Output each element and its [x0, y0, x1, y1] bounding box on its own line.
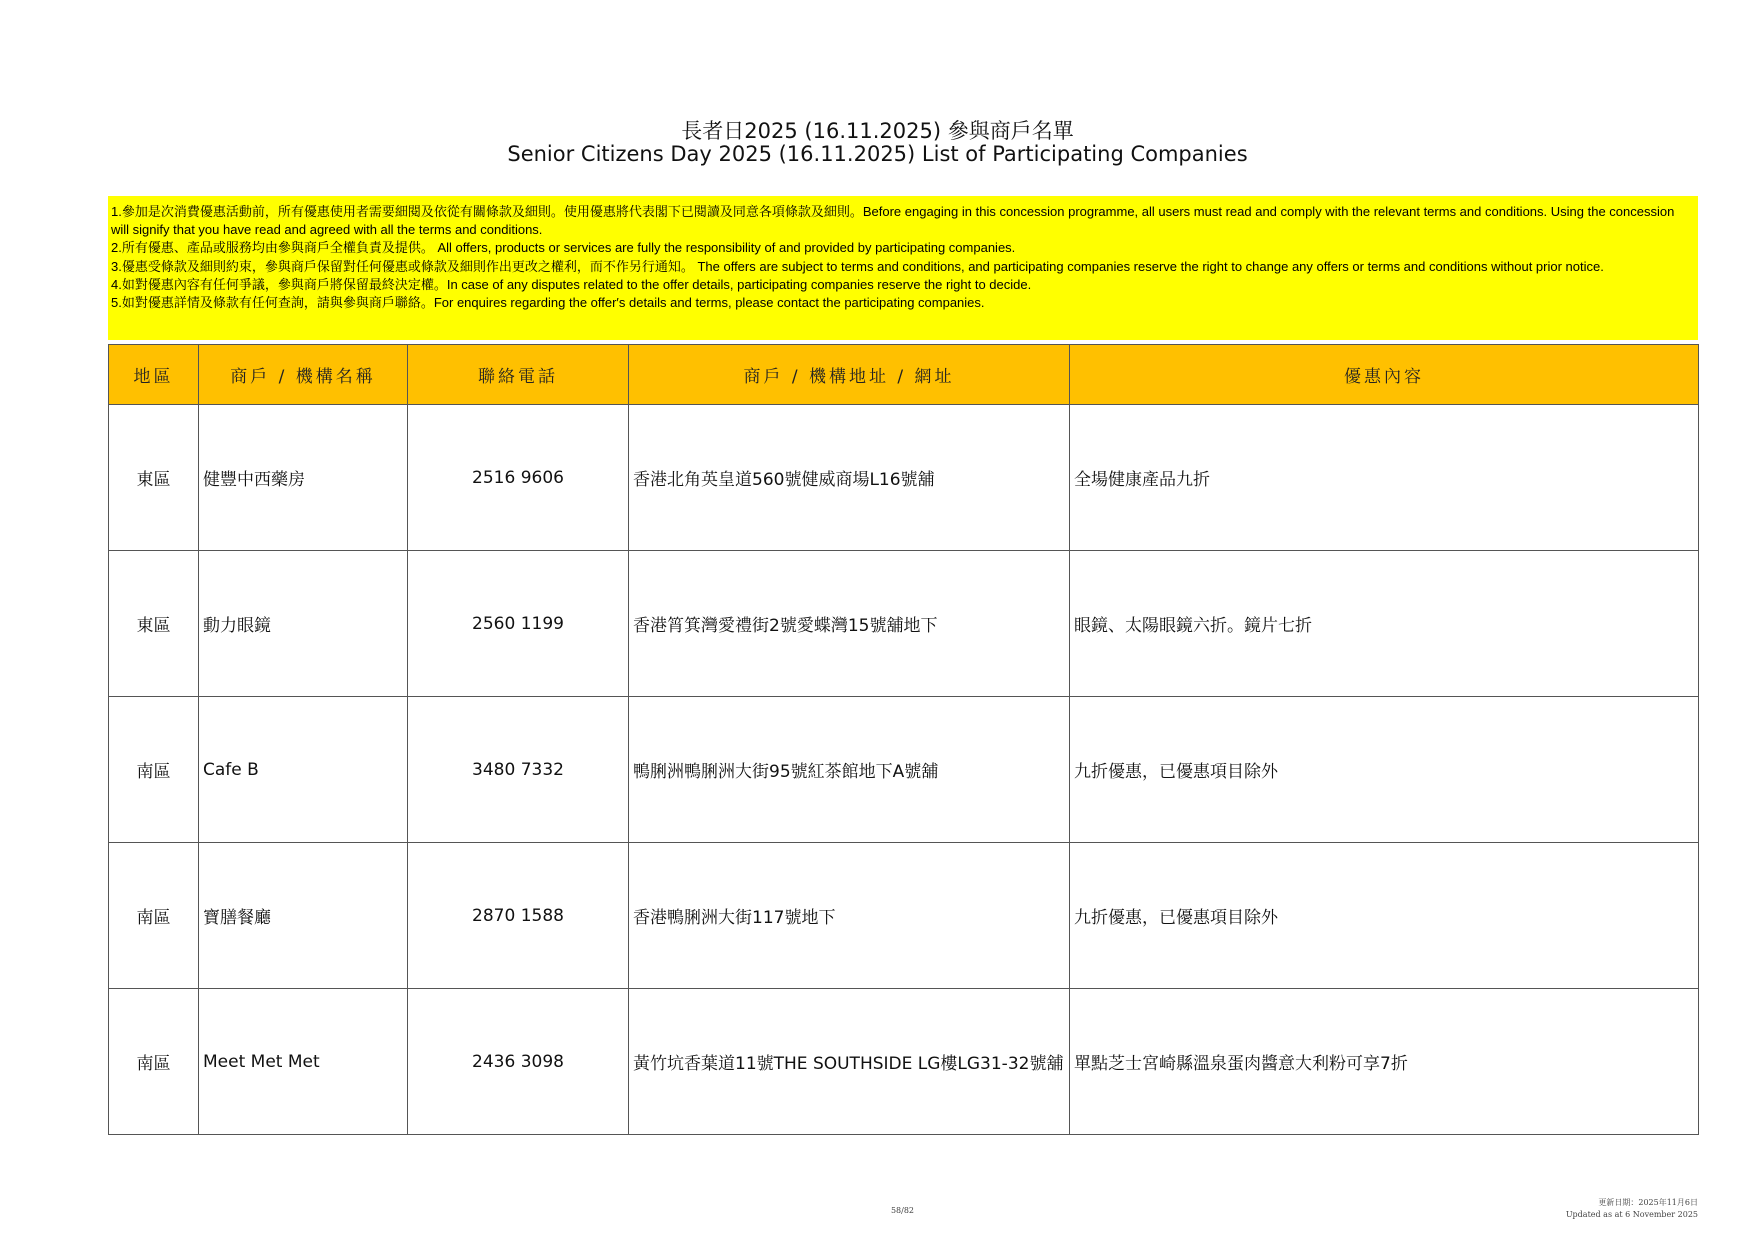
cell-district: 東區: [109, 405, 199, 551]
cell-district: 南區: [109, 697, 199, 843]
terms-notice: [108, 196, 1698, 340]
cell-address: 香港筲箕灣愛禮街2號愛蝶灣15號舖地下: [629, 551, 1070, 697]
cell-company: 動力眼鏡: [199, 551, 408, 697]
table-row: [109, 551, 1699, 697]
table-row: [109, 843, 1699, 989]
terms-note-5: 5.如對優惠詳情及條款有任何查詢，請與參與商戶聯絡。For enquires regarding the offer′s details and terms, please contact the participating companies.: [111, 295, 985, 311]
terms-note-3: 3.優惠受條款及細則約束，參與商戶保留對任何優惠或條款及細則作出更改之權利，而不作另行通知。 The offers are subject to terms and conditions, and participating companies reserve the right to change any offers or terms and conditions without prior notice.: [111, 258, 1604, 274]
header-company: 商戶 / 機構名稱: [199, 345, 408, 405]
cell-offer: 全場健康產品九折: [1070, 405, 1699, 551]
page-title-chinese: 長者日2025 (16.11.2025) 參與商戶名單: [681, 119, 1074, 143]
participating-companies-table: [108, 344, 1699, 1135]
cell-company: Cafe B: [199, 697, 408, 843]
table-header-row: [109, 345, 1699, 405]
cell-phone: 2516 9606: [408, 405, 629, 551]
cell-company: 健豐中西藥房: [199, 405, 408, 551]
header-address: 商戶 / 機構地址 / 網址: [629, 345, 1070, 405]
cell-company: Meet Met Met: [199, 989, 408, 1135]
page-number: 58/82: [890, 1206, 915, 1215]
cell-offer: 九折優惠，已優惠項目除外: [1070, 843, 1699, 989]
cell-offer: 九折優惠，已優惠項目除外: [1070, 697, 1699, 843]
cell-phone: 2436 3098: [408, 989, 629, 1135]
cell-address: 香港鴨脷洲大街117號地下: [629, 843, 1070, 989]
terms-note-1: 1.參加是次消費優惠活動前，所有優惠使用者需要細閱及依從有關條款及細則。使用優惠將代表閣下已閱讀及同意各項條款及細則。Before engaging in this concession programme, all users must read and comply with the relevant terms and conditions. Using the concession will signify that you have read and agreed with all the terms and conditions.: [111, 204, 1675, 238]
cell-address: 鴨脷洲鴨脷洲大街95號紅茶館地下A號舖: [629, 697, 1070, 843]
updated-date: [1566, 1197, 1698, 1221]
header-offer: 優惠內容: [1070, 345, 1699, 405]
cell-phone: 2870 1588: [408, 843, 629, 989]
cell-address: 香港北角英皇道560號健威商場L16號舖: [629, 405, 1070, 551]
table-row: [109, 989, 1699, 1135]
table-row: [109, 405, 1699, 551]
cell-company: 寶膳餐廳: [199, 843, 408, 989]
terms-note-2: 2.所有優惠、產品或服務均由參與商戶全權負責及提供。 All offers, products or services are fully the responsibility of and provided by participating companies.: [111, 240, 1016, 256]
cell-phone: 2560 1199: [408, 551, 629, 697]
cell-district: 南區: [109, 989, 199, 1135]
terms-note-4: 4.如對優惠內容有任何爭議，參與商戶將保留最終決定權。In case of any disputes related to the offer details, participating companies reserve the right to decide.: [111, 276, 1032, 292]
header-phone: 聯絡電話: [408, 345, 629, 405]
cell-offer: 單點芝士宮崎縣溫泉蛋肉醬意大利粉可享7折: [1070, 989, 1699, 1135]
cell-phone: 3480 7332: [408, 697, 629, 843]
updated-date-chinese: 更新日期：2025年11月6日: [1598, 1198, 1698, 1207]
header-district: 地區: [109, 345, 199, 405]
page-title-english: Senior Citizens Day 2025 (16.11.2025) List of Participating Companies: [507, 142, 1248, 166]
cell-address: 黃竹坑香葉道11號THE SOUTHSIDE LG樓LG31-32號舖: [629, 989, 1070, 1135]
cell-district: 南區: [109, 843, 199, 989]
updated-date-english: Updated as at 6 November 2025: [1565, 1210, 1698, 1219]
cell-district: 東區: [109, 551, 199, 697]
cell-offer: 眼鏡、太陽眼鏡六折。鏡片七折: [1070, 551, 1699, 697]
table-row: [109, 697, 1699, 843]
